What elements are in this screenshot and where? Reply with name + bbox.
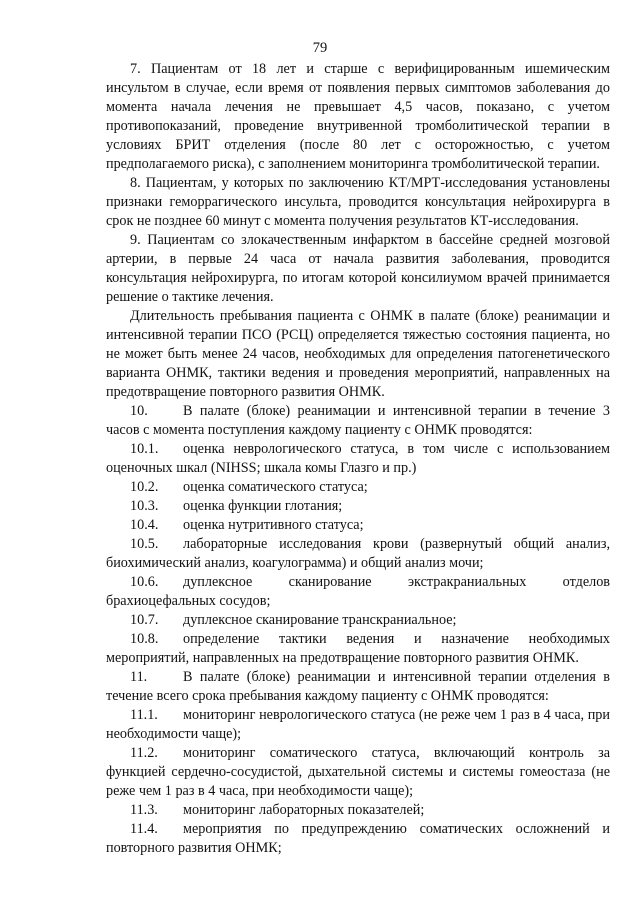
- paragraph-duration: Длительность пребывания пациента с ОНМК в палате (блоке) реанимации и интенсивной терапии ПСО (РСЦ) определяется тяжестью состояния пациента, но не может быть менее 24 часов, необходимых для определения патогенетического варианта ОНМК, тактики ведения и проведения мероприятий, направленных на предотвращение повторного развития ОНМК.: [106, 308, 610, 400]
- item-text: определение тактики ведения и назначение необходимых мероприятий, направленных на предотвращение повторного развития ОНМК.: [106, 631, 610, 666]
- item-text: оценка нутритивного статуса;: [183, 517, 364, 533]
- item-11-2: [106, 744, 610, 801]
- item-10-6: [106, 573, 610, 611]
- item-text: дуплексное сканирование транскраниальное;: [183, 612, 457, 628]
- item-text: оценка соматического статуса;: [183, 479, 368, 495]
- item-text: мониторинг соматического статуса, включающий контроль за функцией сердечно-сосудистой, дыхательной системы и системы гомеостаза (не реже чем 1 раз в 4 часа, при необходимости чаще);: [106, 745, 610, 799]
- item-text: оценка функции глотания;: [183, 498, 343, 514]
- item-number: 10.4.: [130, 517, 159, 533]
- item-text: оценка неврологического статуса, в том числе с использованием оценочных шкал (NIHSS; шкала комы Глазго и пр.): [106, 441, 610, 476]
- item-11-1: [106, 706, 610, 744]
- paragraph-7: 7. Пациентам от 18 лет и старше с верифицированным ишемическим инсультом в случае, если время от появления первых симптомов заболевания до момента начала лечения не превышает 4,5 часов, показано, с учетом противопоказаний, проведение внутривенной тромболитической терапии в условиях БРИТ отделения (после 80 лет с осторожностью, с учетом предполагаемого риска), с заполнением мониторинга тромболитической терапии.: [106, 61, 610, 172]
- item-number: 10.3.: [130, 498, 159, 514]
- item-number: 11.4.: [130, 821, 158, 837]
- paragraph-9: 9. Пациентам со злокачественным инфарктом в бассейне средней мозговой артерии, в первые 24 часа от начала развития заболевания, проводится консультация нейрохирурга, по итогам которой консилиумом врачей принимается решение о тактике лечения.: [106, 232, 610, 305]
- item-text: дуплексное сканирование экстракраниальных отделов брахиоцефальных сосудов;: [106, 574, 610, 609]
- item-10-8: [106, 630, 610, 668]
- item-text: мероприятия по предупреждению соматических осложнений и повторного развития ОНМК;: [106, 821, 610, 856]
- item-number: 11.: [130, 669, 148, 685]
- item-number: 11.3.: [130, 802, 158, 818]
- item-11: [106, 668, 610, 706]
- item-11-3: [106, 801, 610, 820]
- item-number: 10.5.: [130, 536, 159, 552]
- item-10-2: [106, 478, 610, 497]
- item-number: 11.1.: [130, 707, 158, 723]
- item-text: В палате (блоке) реанимации и интенсивной терапии в течение 3 часов с момента поступления каждому пациенту с ОНМК проводятся:: [106, 403, 610, 438]
- item-number: 10.8.: [130, 631, 159, 647]
- item-11-4: [106, 820, 610, 858]
- item-10-1: [106, 440, 610, 478]
- item-number: 10.7.: [130, 612, 159, 628]
- item-text: лабораторные исследования крови (развернутый общий анализ, биохимический анализ, коагулограмма) и общий анализ мочи;: [106, 536, 610, 571]
- item-text: мониторинг лабораторных показателей;: [183, 802, 425, 818]
- item-10-5: [106, 535, 610, 573]
- paragraph-8: 8. Пациентам, у которых по заключению КТ/МРТ-исследования установлены признаки геморрагического инсульта, проводится консультация нейрохирурга в срок не позднее 60 минут с момента получения результатов КТ-исследования.: [106, 175, 610, 229]
- item-10-3: [106, 497, 610, 516]
- item-number: 11.2.: [130, 745, 158, 761]
- item-10-4: [106, 516, 610, 535]
- item-number: 10.6.: [130, 574, 159, 590]
- item-number: 10.2.: [130, 479, 159, 495]
- document-body: [106, 60, 610, 858]
- item-text: В палате (блоке) реанимации и интенсивной терапии отделения в течение всего срока пребывания каждому пациенту с ОНМК проводятся:: [106, 669, 610, 704]
- item-number: 10.1.: [130, 441, 159, 457]
- item-number: 10.: [130, 403, 148, 419]
- item-text: мониторинг неврологического статуса (не реже чем 1 раз в 4 часа, при необходимости чаще);: [106, 707, 610, 742]
- item-10: [106, 402, 610, 440]
- page-number: 79: [312, 40, 328, 56]
- item-10-7: [106, 611, 610, 630]
